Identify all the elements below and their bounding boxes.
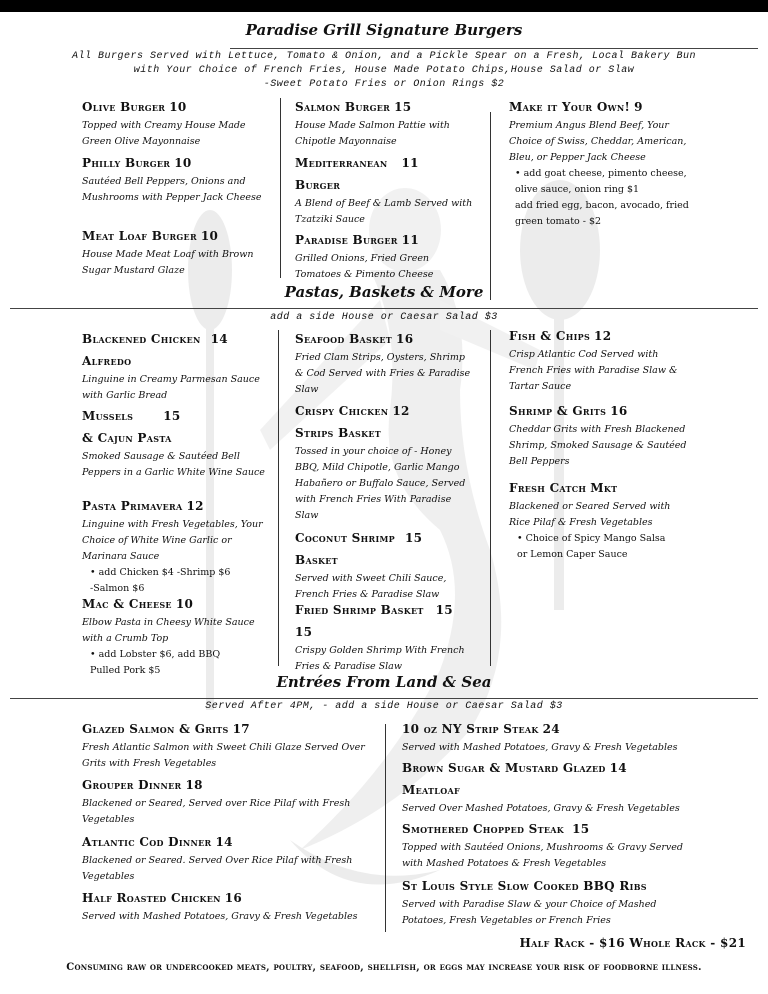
item-price: 14: [215, 835, 233, 849]
item-description: Fresh Atlantic Salmon with Sweet Chili Glaze Served Over Grits with Fresh Vegetables: [82, 742, 365, 769]
item-name: Salmon Burger: [295, 100, 391, 114]
entrees-title: Entrées From Land & Sea: [276, 673, 492, 691]
menu-item: [402, 757, 702, 817]
menu-item: [82, 96, 272, 150]
menu-item: [509, 477, 689, 563]
burgers-title: Paradise Grill Signature Burgers: [245, 21, 523, 39]
pastas-note: add a side House or Caesar Salad $3: [270, 312, 498, 323]
item-description: Served with Mashed Potatoes, Gravy & Fresh Vegetables: [82, 911, 358, 922]
item-name: Fried Shrimp Basket: [295, 603, 424, 617]
column-divider: [280, 98, 281, 278]
item-name: Philly Burger: [82, 156, 171, 170]
item-name: Grouper Dinner: [82, 778, 182, 792]
item-name: Shrimp & Grits: [509, 404, 607, 418]
item-name: Make it Your Own!: [509, 100, 631, 114]
menu-item: [295, 229, 475, 283]
item-addon: • add Chicken $4 -Shrimp $6: [90, 567, 231, 578]
item-name: Crispy Chicken: [295, 404, 389, 418]
divider: [10, 308, 758, 309]
item-addon: Pulled Pork $5: [90, 665, 161, 676]
item-price: 15: [163, 409, 181, 423]
item-addon: or Lemon Caper Sauce: [517, 549, 628, 560]
item-description: Crispy Golden Shrimp With French Fries & Paradise Slaw: [295, 645, 465, 672]
item-name: Paradise Burger: [295, 233, 398, 247]
item-name: Blackened Chicken: [82, 332, 201, 346]
item-description: Tossed in your choice of - Honey BBQ, Mild Chipotle, Garlic Mango Habañero or Buffalo Sauce, Served with French Fries With Paradise Slaw: [295, 446, 466, 521]
menu-item: [402, 718, 702, 756]
burgers-note-line: -Sweet Potato Fries or Onion Rings $2: [263, 79, 505, 90]
menu-item: [82, 774, 372, 828]
rib-rack-prices: Half Rack - $16 Whole Rack - $21: [519, 936, 746, 950]
item-description: Blackened or Seared Served with Rice Pilaf & Fresh Vegetables: [509, 501, 671, 528]
item-description: Topped with Sautéed Onions, Mushrooms & Gravy Served with Mashed Potatoes & Fresh Vegetables: [402, 842, 683, 869]
item-name: Meat Loaf Burger: [82, 229, 197, 243]
menu-item: [82, 495, 272, 597]
item-description: Served with Mashed Potatoes, Gravy & Fresh Vegetables: [402, 742, 678, 753]
menu-item: [295, 527, 475, 603]
item-name: Half Roasted Chicken: [82, 891, 221, 905]
item-name: Mediterranean: [295, 156, 388, 170]
menu-item: [295, 152, 475, 228]
item-name-cont: Strips Basket: [295, 426, 382, 440]
item-description: Smoked Sausage & Sautéed Bell Peppers in a Garlic White Wine Sauce: [82, 451, 265, 478]
item-addon: • add Lobster $6, add BBQ: [90, 649, 221, 660]
item-name: Smothered Chopped Steak: [402, 822, 565, 836]
item-price: 12: [392, 404, 410, 418]
menu-item: [509, 96, 689, 230]
item-price: 10: [169, 100, 187, 114]
item-description: A Blend of Beef & Lamb Served with Tzatziki Sauce: [295, 198, 473, 225]
item-price: 15: [404, 531, 423, 545]
foodborne-illness-warning: Consuming raw or undercooked meats, poultry, seafood, shellfish, or eggs may increase your risk of foodborne illness.: [66, 962, 702, 973]
item-price: Mkt: [590, 481, 618, 495]
item-price: 24: [542, 722, 560, 736]
item-description: Sautéed Bell Peppers, Onions and Mushrooms with Pepper Jack Cheese: [82, 176, 262, 203]
item-description: Served with Paradise Slaw & your Choice of Mashed Potatoes, Fresh Vegetables or French Fries: [402, 899, 657, 926]
column-divider: [385, 724, 386, 932]
item-description: Grilled Onions, Fried Green Tomatoes & Pimento Cheese: [295, 253, 434, 280]
item-price: 17: [232, 722, 250, 736]
item-price: 18: [185, 778, 203, 792]
item-name-cont: & Cajun Pasta: [82, 431, 172, 445]
item-name: Brown Sugar & Mustard Glazed: [402, 761, 606, 775]
menu-item: [82, 718, 372, 772]
burgers-note-line: All Burgers Served with Lettuce, Tomato & Onion, and a Pickle Spear on a Fresh, Local Bakery Bun: [71, 51, 697, 62]
item-name: Olive Burger: [82, 100, 166, 114]
item-price: 10: [175, 597, 194, 611]
item-description: Elbow Pasta in Cheesy White Sauce with a Crumb Top: [82, 617, 255, 644]
entrees-note: Served After 4PM, - add a side House or Caesar Salad $3: [205, 701, 563, 712]
item-name: Fish & Chips: [509, 329, 591, 343]
item-addon: -Salmon $6: [90, 583, 145, 594]
menu-item: [82, 887, 372, 925]
column-divider: [490, 112, 491, 300]
menu-item: [82, 593, 272, 679]
item-name: Pasta Primavera: [82, 499, 183, 513]
menu-item: [82, 152, 272, 206]
item-description: Blackened or Seared. Served Over Rice Pilaf with Fresh Vegetables: [82, 855, 353, 882]
item-price: 14: [609, 761, 627, 775]
item-name-cont: 15: [295, 625, 313, 639]
menu-item: [82, 405, 272, 481]
menu-item: [82, 328, 272, 404]
item-description: Topped with Creamy House Made Green Olive Mayonnaise: [82, 120, 246, 147]
item-price: 16: [224, 891, 243, 905]
item-name: Atlantic Cod Dinner: [82, 835, 212, 849]
item-addon: • add goat cheese, pimento cheese, olive sauce, onion ring $1: [515, 168, 687, 195]
column-divider: [490, 330, 491, 666]
item-price: 12: [186, 499, 204, 513]
item-description: Linguine with Fresh Vegetables, Your Choice of White Wine Garlic or Marinara Sauce: [82, 519, 263, 562]
item-price: 11: [401, 156, 419, 170]
item-name: St Louis Style Slow Cooked BBQ Ribs: [402, 879, 647, 893]
item-name: 10 oz NY Strip Steak: [402, 722, 539, 736]
menu-item: [402, 875, 702, 929]
item-description: Served Over Mashed Potatoes, Gravy & Fresh Vegetables: [402, 803, 680, 814]
menu-item: [295, 400, 475, 524]
item-name-cont: Burger: [295, 178, 341, 192]
menu-item: [295, 599, 485, 675]
item-price: 9: [634, 100, 643, 114]
item-name: Glazed Salmon & Grits: [82, 722, 229, 736]
item-description: Blackened or Seared, Served over Rice Pilaf with Fresh Vegetables: [82, 798, 351, 825]
item-description: Served with Sweet Chili Sauce, French Fries & Paradise Slaw: [295, 573, 447, 600]
item-name-cont: Meatloaf: [402, 783, 460, 797]
menu-item: [509, 400, 689, 470]
item-description: House Made Meat Loaf with Brown Sugar Mustard Glaze: [82, 249, 254, 276]
item-price: 11: [401, 233, 419, 247]
menu-item: [295, 328, 475, 398]
item-price: 10: [200, 229, 219, 243]
divider: [10, 698, 758, 699]
item-price: 15: [435, 603, 453, 617]
divider: [230, 48, 758, 49]
menu-item: [509, 325, 689, 395]
item-addon: • Choice of Spicy Mango Salsa: [517, 533, 666, 544]
menu-item: [295, 96, 475, 150]
item-price: 10: [174, 156, 192, 170]
item-name: Coconut Shrimp: [295, 531, 395, 545]
item-name-cont: Basket: [295, 553, 338, 567]
item-price: 16: [610, 404, 628, 418]
item-price: 15: [394, 100, 412, 114]
item-price: 14: [210, 332, 228, 346]
menu-item: [82, 831, 372, 885]
menu-item: [82, 225, 272, 279]
item-addon: add fried egg, bacon, avocado, fried green tomato - $2: [515, 200, 689, 227]
item-description: Fried Clam Strips, Oysters, Shrimp & Cod Served with Fries & Paradise Slaw: [295, 352, 471, 395]
item-name: Mussels: [82, 409, 134, 423]
menu-item: [402, 818, 702, 872]
burgers-note-line: with Your Choice of French Fries, House Made Potato Chips,House Salad or Slaw: [133, 65, 635, 76]
item-name-cont: Alfredo: [82, 354, 132, 368]
item-price: 16: [396, 332, 414, 346]
item-description: Crisp Atlantic Cod Served with French Fries with Paradise Slaw & Tartar Sauce: [509, 349, 678, 392]
item-name: Seafood Basket: [295, 332, 393, 346]
item-name: Fresh Catch: [509, 481, 587, 495]
burgers-note: [0, 50, 768, 92]
item-price: 12: [594, 329, 612, 343]
pastas-title: Pastas, Baskets & More: [284, 283, 484, 301]
item-description: Premium Angus Blend Beef, Your Choice of Swiss, Cheddar, American, Bleu, or Pepper Jack Cheese: [509, 120, 687, 163]
item-description: House Made Salmon Pattie with Chipotle Mayonnaise: [295, 120, 450, 147]
item-name: Mac & Cheese: [82, 597, 172, 611]
item-price: 15: [572, 822, 590, 836]
column-divider: [278, 330, 279, 666]
item-description: Cheddar Grits with Fresh Blackened Shrimp, Smoked Sausage & Sautéed Bell Peppers: [509, 424, 687, 467]
top-black-bar: [0, 0, 768, 12]
item-description: Linguine in Creamy Parmesan Sauce with Garlic Bread: [82, 374, 260, 401]
